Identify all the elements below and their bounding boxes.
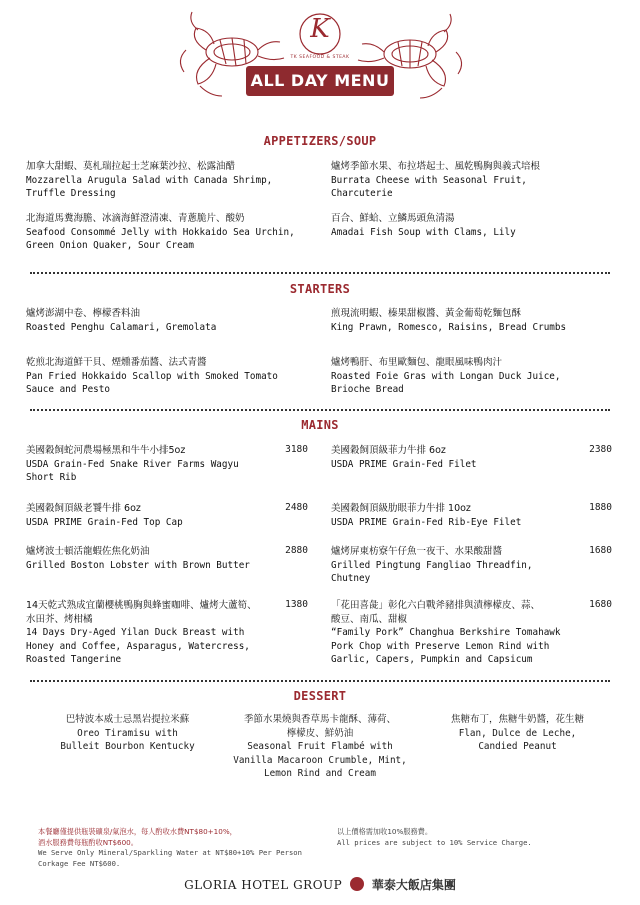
appetizer-item xyxy=(26,160,321,201)
item-name-zh: 百合、鮮蛤、立鱗馬頭魚清湯 xyxy=(331,213,455,224)
menu-title: ALL DAY MENU xyxy=(250,71,390,90)
item-name-zh: 焦糖布丁，焦糖牛奶醬，花生糖 xyxy=(450,714,584,725)
section-title-mains: MAINS xyxy=(301,418,339,432)
item-name-zh: 「花田喜彘」彰化六白戰斧豬排與漬檸檬皮、蒜、 酸豆、南瓜、甜椒 xyxy=(331,600,541,625)
item-name-en: Grilled Boston Lobster with Brown Butter xyxy=(26,559,250,571)
item-price: 2480 xyxy=(285,502,308,513)
main-item xyxy=(26,545,281,572)
note-zh: 本餐廳僅提供瓶裝礦泉/氣泡水，每人酌收水費NT$80+10%， 酒水服務費每瓶酌收NT$600。 xyxy=(38,827,237,847)
note-en: All prices are subject to 10% Service Charge. xyxy=(337,837,532,847)
item-price: 2880 xyxy=(285,545,308,556)
appetizer-item xyxy=(26,212,326,253)
item-name-en: Amadai Fish Soup with Clams, Lily xyxy=(331,226,516,238)
appetizer-item xyxy=(331,160,621,201)
monogram: K xyxy=(310,14,330,44)
item-price: 1680 xyxy=(589,545,612,556)
item-name-en: Roasted Penghu Calamari, Gremolata xyxy=(26,321,217,333)
section-divider xyxy=(30,680,610,682)
item-name-en: Oreo Tiramisu with Bulleit Bourbon Kentucky xyxy=(60,727,195,753)
item-name-en: “Family Pork” Changhua Berkshire Tomahawk Pork Chop with Preserve Lemon Rind with Garlic, Capers, Pumpkin and Capsicum xyxy=(331,627,561,666)
section-divider xyxy=(30,409,610,411)
main-item xyxy=(26,599,286,667)
item-name-zh: 美國穀飼頂級老饕牛排 6oz xyxy=(26,503,141,514)
tagline: TK SEAFOOD & STEAK xyxy=(290,55,350,60)
item-name-zh: 季節水果燒與香草馬卡龍酥、薄荷、 檸檬皮、鮮奶油 xyxy=(243,714,396,739)
item-name-en: Roasted Foie Gras with Longan Duck Juice, Brioche Bread xyxy=(331,370,561,396)
section-divider xyxy=(30,272,610,274)
item-name-zh: 乾煎北海道鮮干貝、煙燻番茄醬、法式青醬 xyxy=(26,357,207,368)
main-item xyxy=(331,545,581,586)
item-name-en: Seafood Consommé Jelly with Hokkaido Sea Urchin, Green Onion Quaker, Sour Cream xyxy=(26,226,295,252)
water-policy-note xyxy=(38,827,338,869)
brand-name-en: GLORIA HOTEL GROUP xyxy=(184,878,343,892)
item-price: 2380 xyxy=(589,444,612,455)
main-item xyxy=(331,599,586,667)
item-name-en: King Prawn, Romesco, Raisins, Bread Crumbs xyxy=(331,321,567,333)
dessert-item xyxy=(420,713,615,754)
section-title-dessert: DESSERT xyxy=(293,689,347,703)
item-price: 1880 xyxy=(589,502,612,513)
item-name-en: USDA PRIME Grain-Fed Top Cap xyxy=(26,516,183,528)
brand-name-zh: 華泰大飯店集團 xyxy=(371,878,456,892)
item-price: 3180 xyxy=(285,444,308,455)
main-item xyxy=(26,502,281,529)
item-name-en: USDA PRIME Grain-Fed Filet xyxy=(331,458,477,470)
item-name-en: USDA Grain-Fed Snake River Farms Wagyu Short Rib xyxy=(26,458,239,484)
item-name-zh: 14天乾式熟成宜蘭櫻桃鴨胸與蜂蜜咖啡、爐烤大蘆筍、 水田芥、烤柑橘 xyxy=(26,600,257,625)
item-price: 1380 xyxy=(285,599,308,610)
item-name-zh: 煎現流明蝦、榛果甜椒醬、黃金葡萄乾麵包酥 xyxy=(331,308,522,319)
note-en: We Serve Only Mineral/Sparkling Water at NT$80+10% Per Person Corkage Fee NT$600. xyxy=(38,848,302,868)
main-item xyxy=(26,444,281,485)
dessert-item xyxy=(222,713,418,781)
item-name-en: Flan, Dulce de Leche, Candied Peanut xyxy=(458,727,577,753)
item-name-zh: 北海道馬糞海膽、冰滴海鮮澄清凍、青蔥脆片、酸奶 xyxy=(26,213,245,224)
appetizer-item xyxy=(331,212,621,239)
item-name-en: 14 Days Dry-Aged Yilan Duck Breast with Honey and Coffee, Asparagus, Watercress, Roasted Tangerine xyxy=(26,627,250,666)
item-name-zh: 美國穀飼頂級菲力牛排 6oz xyxy=(331,445,446,456)
item-name-zh: 爐烤鴨肝、布里歐麵包、龍眼風味鴨肉汁 xyxy=(331,357,503,368)
item-name-en: USDA PRIME Grain-Fed Rib-Eye Filet xyxy=(331,516,522,528)
item-name-zh: 美國穀飼頂級肋眼菲力牛排 10oz xyxy=(331,503,471,514)
item-name-zh: 爐烤屏東枋寮午仔魚一夜干、水果酸甜醬 xyxy=(331,546,503,557)
starter-item xyxy=(26,356,321,397)
main-item xyxy=(331,502,581,529)
item-name-en: Burrata Cheese with Seasonal Fruit, Charcuterie xyxy=(331,174,527,200)
dessert-item xyxy=(30,713,225,754)
footer-brand xyxy=(0,876,640,893)
item-name-en: Grilled Pingtung Fangliao Threadfin, Chutney xyxy=(331,559,533,585)
item-name-en: Seasonal Fruit Flambé with Vanilla Macaroon Crumble, Mint, Lemon Rind and Cream xyxy=(233,741,407,780)
item-name-zh: 爐烤季節水果、布拉塔起士、風乾鴨胸與義式培根 xyxy=(331,161,541,172)
section-title-appetizers: APPETIZERS/SOUP xyxy=(263,134,377,148)
gloria-logo-icon xyxy=(350,877,364,891)
note-zh: 以上價格需加收10%服務費。 xyxy=(337,827,433,836)
item-name-zh: 巴特波本威士忌黑岩提拉米蘇 xyxy=(65,714,190,725)
starter-item xyxy=(331,307,621,334)
item-name-zh: 爐烤波士頓活龍蝦佐焦化奶油 xyxy=(26,546,150,557)
item-name-en: Pan Fried Hokkaido Scallop with Smoked Tomato Sauce and Pesto xyxy=(26,370,278,396)
item-name-zh: 美國穀飼蛇河農場極黑和牛牛小排5oz xyxy=(26,445,186,456)
service-charge-note xyxy=(337,827,597,848)
item-price: 1680 xyxy=(589,599,612,610)
item-name-zh: 爐烤澎湖中卷、檸檬香料油 xyxy=(26,308,141,319)
item-name-zh: 加拿大甜蝦、莫札瑞拉起士芝麻葉沙拉、松露油醋 xyxy=(26,161,236,172)
starter-item xyxy=(26,307,321,334)
menu-header xyxy=(0,0,640,112)
section-title-starters: STARTERS xyxy=(289,282,351,296)
item-name-en: Mozzarella Arugula Salad with Canada Shrimp, Truffle Dressing xyxy=(26,174,273,200)
main-item xyxy=(331,444,581,471)
starter-item xyxy=(331,356,621,397)
